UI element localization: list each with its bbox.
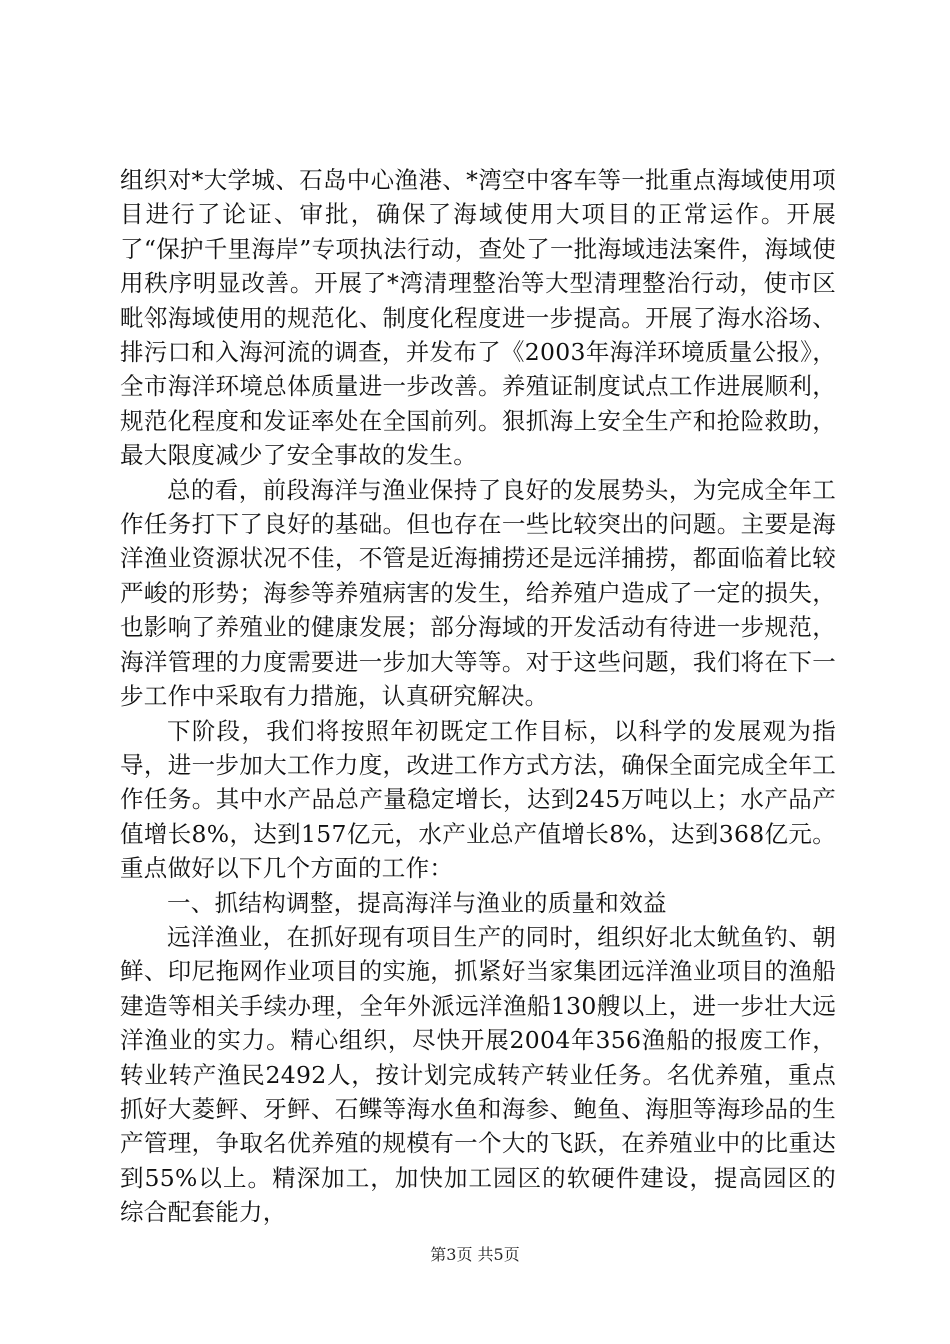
section-heading: 一、抓结构调整，提高海洋与渔业的质量和效益 — [167, 888, 667, 917]
page-footer: 第3页 共5页 — [430, 1245, 520, 1264]
paragraph-1: 组织对*大学城、石岛中心渔港、*湾空中客车等一批重点海域使用项目进行了论证、审批，确保了海域使用大项目的正常运作。开展了“保护千里海岸”专项执法行动，查处了一批海域违法案件，海域使用秩序明显改善。开展了*湾清理整治等大型清理整治行动，使市区毗邻海域使用的规范化、制度化程度进一步提高。开展了海水浴场、排污口和入海河流的调查，并发布了《2003年海洋环境质量公报》，全市海洋环境总体质量进一步改善。养殖证制度试点工作进展顺利，规范化程度和发证率处在全国前列。狠抓海上安全生产和抢险救助，最大限度减少了安全事故的发生。 — [120, 166, 836, 470]
paragraph-5: 远洋渔业，在抓好现有项目生产的同时，组织好北太鱿鱼钓、朝鲜、印尼拖网作业项目的实施，抓紧好当家集团远洋渔业项目的渔船建造等相关手续办理，全年外派远洋渔船130艘以上，进一步壮大远洋渔业的实力。精心组织，尽快开展2004年356渔船的报废工作，转业转产渔民2492人，按计划完成转产转业任务。名优养殖，重点抓好大菱鲆、牙鲆、石鲽等海水鱼和海参、鲍鱼、海胆等海珍品的生产管理，争取名优养殖的规模有一个大的飞跃，在养殖业中的比重达到55%以上。精深加工，加快加工园区的软硬件建设，提高园区的综合配套能力， — [120, 922, 836, 1227]
paragraph-3: 下阶段，我们将按照年初既定工作目标，以科学的发展观为指导，进一步加大工作力度，改进工作方式方法，确保全面完成全年工作任务。其中水产品总产量稳定增长，达到245万吨以上；水产品产值增长8%，达到157亿元，水产业总产值增长8%，达到368亿元。重点做好以下几个方面的工作： — [120, 716, 836, 883]
paragraph-2: 总的看，前段海洋与渔业保持了良好的发展势头，为完成全年工作任务打下了良好的基础。但也存在一些比较突出的问题。主要是海洋渔业资源状况不佳，不管是近海捕捞还是远洋捕捞，都面临着比较严峻的形势；海参等养殖病害的发生，给养殖户造成了一定的损失，也影响了养殖业的健康发展；部分海域的开发活动有待进一步规范，海洋管理的力度需要进一步加大等等。对于这些问题，我们将在下一步工作中采取有力措施，认真研究解决。 — [120, 475, 836, 711]
document-body — [120, 163, 836, 1230]
